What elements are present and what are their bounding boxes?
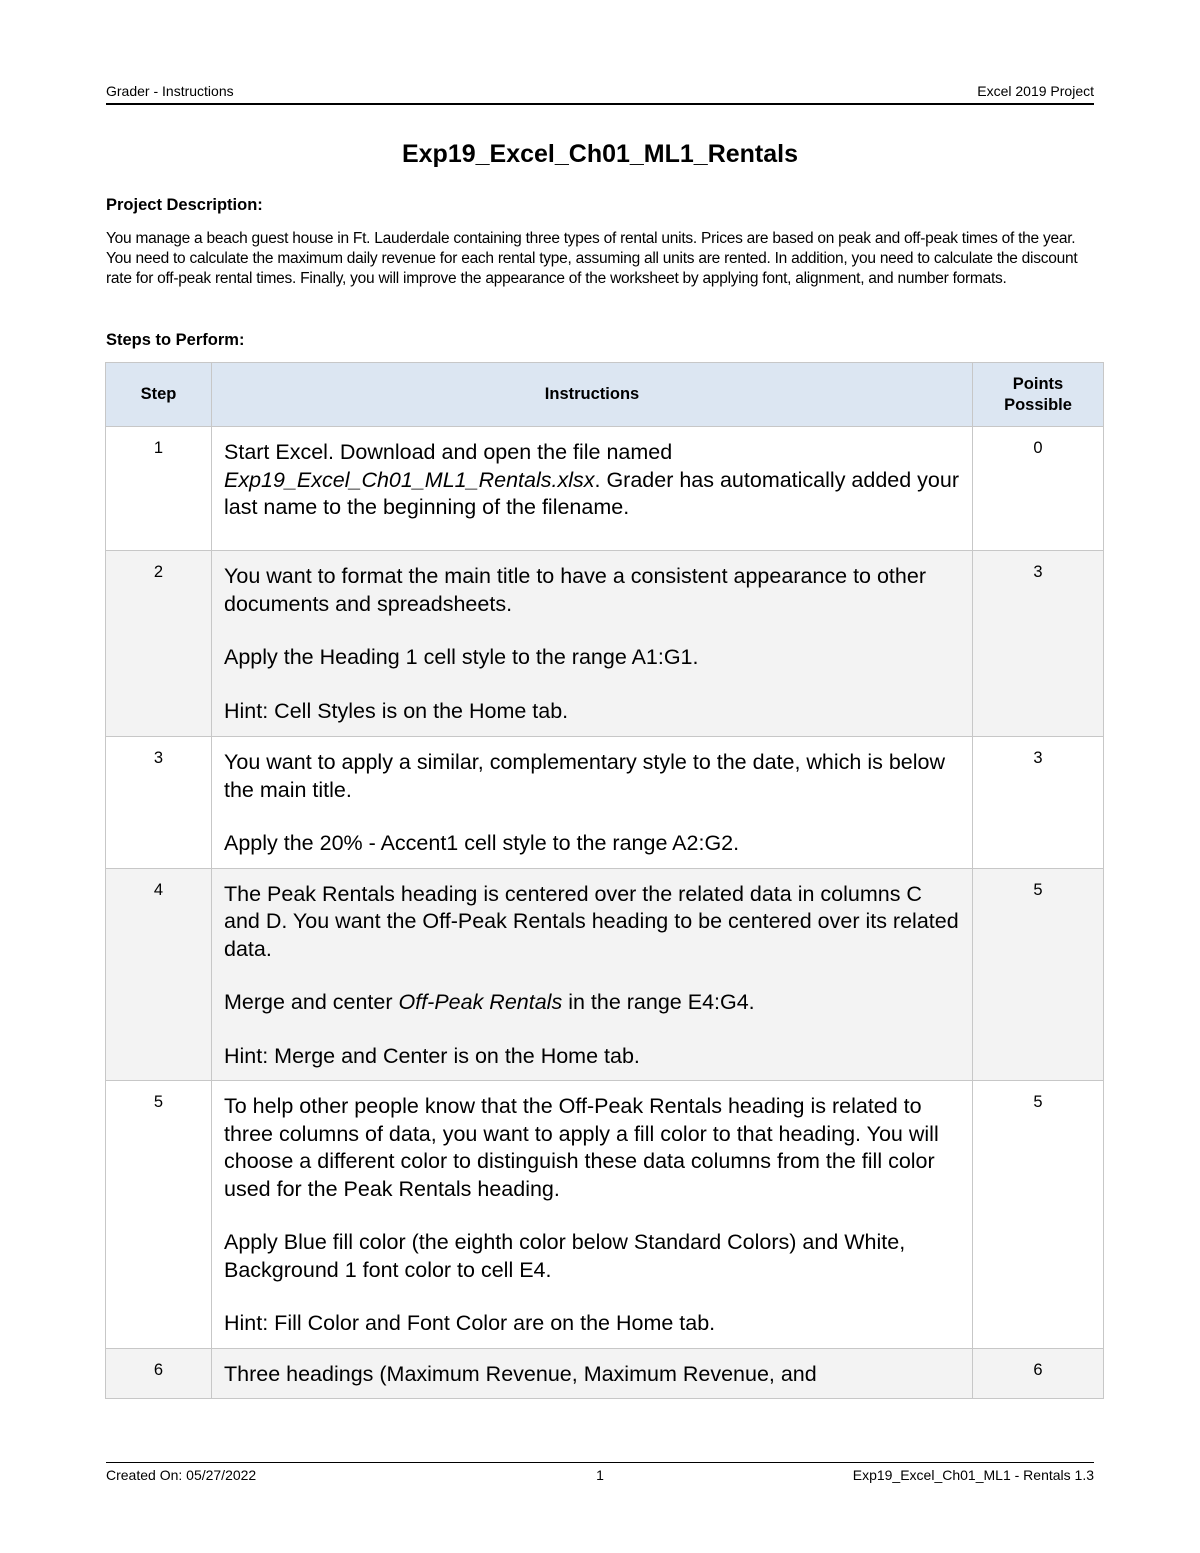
instruction-hint: Hint: Merge and Center is on the Home tab. xyxy=(224,1043,640,1068)
instruction-paragraph: The Peak Rentals heading is centered over the related data in columns C and D. You want the Off-Peak Rentals heading to be centered over its related data. xyxy=(224,881,959,961)
table-row xyxy=(106,737,1104,869)
step-points: 0 xyxy=(973,427,1104,551)
step-points: 3 xyxy=(973,551,1104,737)
column-header-points-line2: Possible xyxy=(1004,395,1072,414)
column-header-points-line1: Points xyxy=(1012,374,1064,393)
footer-document-id: Exp19_Excel_Ch01_ML1 - Rentals 1.3 xyxy=(852,1467,1094,1483)
step-points: 6 xyxy=(973,1348,1104,1399)
project-description-text: You manage a beach guest house in Ft. Lauderdale containing three types of rental units. Prices are based on peak and off-peak times of the year. You need to calculate the maximum daily revenue for each rental type, assuming all units are rented. In addition, you need to calculate the discount rate for off-peak rental times. Finally, you will improve the appearance of the worksheet by applying font, alignment, and number formats. xyxy=(106,230,1078,287)
instruction-paragraph: Apply the 20% - Accent1 cell style to the range A2:G2. xyxy=(224,831,740,855)
instruction-hint: Hint: Cell Styles is on the Home tab. xyxy=(224,698,569,723)
page-footer xyxy=(106,1462,1094,1485)
step-instructions xyxy=(212,1348,973,1399)
step-points: 3 xyxy=(973,737,1104,869)
step-number: 1 xyxy=(106,427,212,551)
column-header-points xyxy=(973,363,1104,427)
step-number: 4 xyxy=(106,868,212,1081)
step-instructions xyxy=(212,427,973,551)
instruction-text: Merge and center xyxy=(224,990,399,1014)
table-header-row xyxy=(106,363,1104,427)
step-instructions xyxy=(212,868,973,1081)
project-description-label: Project Description: xyxy=(106,196,263,214)
document-title: Exp19_Excel_Ch01_ML1_Rentals xyxy=(401,140,799,168)
instruction-paragraph xyxy=(224,989,960,1017)
instruction-text: . Grader has automatically added your last name to the beginning of the filename. xyxy=(224,467,960,519)
step-number: 6 xyxy=(106,1348,212,1399)
step-points: 5 xyxy=(973,1081,1104,1349)
instruction-filename: Exp19_Excel_Ch01_ML1_Rentals.xlsx xyxy=(224,467,595,492)
instruction-text: in the range E4:G4. xyxy=(562,990,755,1014)
instruction-paragraph: You want to format the main title to have a consistent appearance to other documents and spreadsheets. xyxy=(224,564,926,616)
page-header xyxy=(106,83,1094,105)
column-header-instructions: Instructions xyxy=(212,363,973,427)
instruction-paragraph xyxy=(224,439,960,522)
instruction-text: Start Excel. Download and open the file named xyxy=(224,440,673,464)
step-instructions xyxy=(212,1081,973,1349)
step-number: 5 xyxy=(106,1081,212,1349)
table-row xyxy=(106,427,1104,551)
instruction-paragraph: To help other people know that the Off-Peak Rentals heading is related to three columns of data, you want to apply a fill color to that heading. You will choose a different color to distinguish these data columns from the fill color used for the Peak Rentals heading. xyxy=(224,1094,939,1201)
step-instructions xyxy=(212,737,973,869)
instruction-hint: Hint: Fill Color and Font Color are on the Home tab. xyxy=(224,1311,716,1335)
footer-page-number: 1 xyxy=(596,1467,604,1483)
instruction-paragraph: Apply the Heading 1 cell style to the range A1:G1. xyxy=(224,645,699,669)
header-left-text: Grader - Instructions xyxy=(106,83,234,99)
instruction-emphasis: Off-Peak Rentals xyxy=(398,990,563,1014)
table-row xyxy=(106,551,1104,737)
footer-created-on: Created On: 05/27/2022 xyxy=(106,1467,257,1483)
step-points: 5 xyxy=(973,868,1104,1081)
table-row xyxy=(106,1348,1104,1399)
step-number: 2 xyxy=(106,551,212,737)
table-row xyxy=(106,1081,1104,1349)
step-instructions xyxy=(212,551,973,737)
instruction-paragraph: Apply Blue fill color (the eighth color below Standard Colors) and White, Background 1 font color to cell E4. xyxy=(224,1230,906,1282)
steps-label: Steps to Perform: xyxy=(106,331,245,349)
step-number: 3 xyxy=(106,737,212,869)
instruction-paragraph: Three headings (Maximum Revenue, Maximum Revenue, and xyxy=(224,1361,817,1386)
column-header-step: Step xyxy=(106,363,212,427)
header-right-text: Excel 2019 Project xyxy=(977,83,1094,99)
steps-table xyxy=(105,362,1104,1399)
instruction-paragraph: You want to apply a similar, complementary style to the date, which is below the main title. xyxy=(224,750,946,802)
table-row xyxy=(106,868,1104,1081)
